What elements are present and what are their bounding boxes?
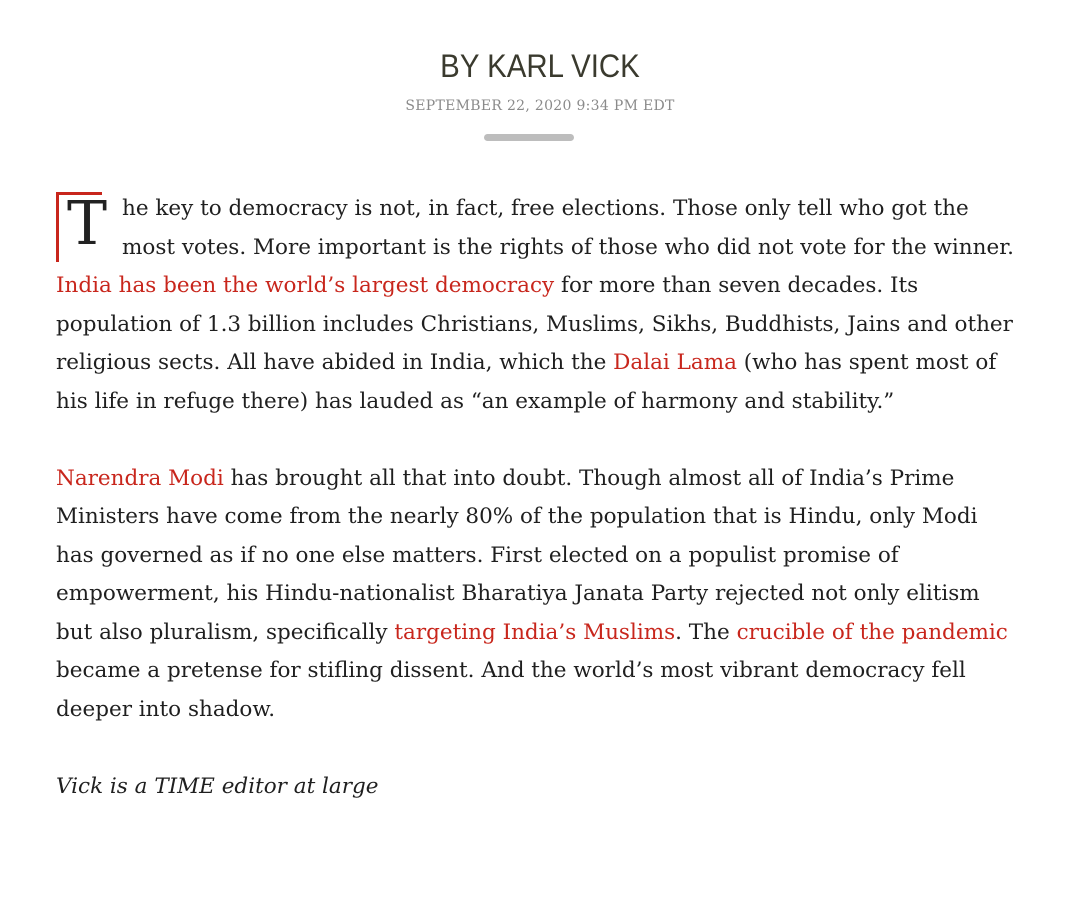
divider-bar (484, 134, 574, 141)
drop-cap-letter: T (67, 189, 108, 259)
link-targeting-muslims[interactable]: targeting India’s Muslims (394, 619, 676, 645)
paragraph-text: . The (675, 619, 737, 645)
author-byline: BY KARL VICK (440, 48, 640, 84)
paragraph-text: he key to democracy is not, in fact, free elections. Those only tell who got the most votes. More important is the rights of those who did not vote for the winner. (122, 196, 1014, 260)
paragraph-text: became a pretense for stifling dissent. And the world’s most vibrant democracy fell deeper into shadow. (56, 658, 966, 722)
paragraph-modi (56, 460, 1016, 730)
paragraph-intro (56, 190, 1016, 421)
author-credit: Vick is a TIME editor at large (56, 773, 379, 799)
link-largest-democracy[interactable]: India has been the world’s largest democracy (56, 273, 555, 298)
link-crucible-pandemic[interactable]: crucible of the pandemic (736, 619, 1008, 645)
paragraph-text: for more than seven decades. Its population of 1.3 billion includes Christians, Muslims, Sikhs, Buddhists, Jains and other religious sects. All have abided in India, which the (56, 273, 1013, 375)
drop-cap (56, 189, 108, 262)
link-narendra-modi[interactable]: Narendra Modi (56, 465, 224, 491)
paragraph-text: (who has spent most of his life in refuge there) has lauded as “an example of harmony and stability.” (56, 350, 997, 414)
publish-date: SEPTEMBER 22, 2020 9:34 PM EDT (405, 98, 675, 114)
article-body (56, 190, 1016, 845)
link-dalai-lama[interactable]: Dalai Lama (613, 350, 737, 375)
paragraph-text: has brought all that into doubt. Though almost all of India’s Prime Ministers have come from the nearly 80% of the population that is Hindu, only Modi has governed as if no one else matters. First elected on a populist promise of empowerment, his Hindu-nationalist Bharatiya Janata Party rejected not only elitism but also pluralism, specifically (56, 465, 980, 645)
